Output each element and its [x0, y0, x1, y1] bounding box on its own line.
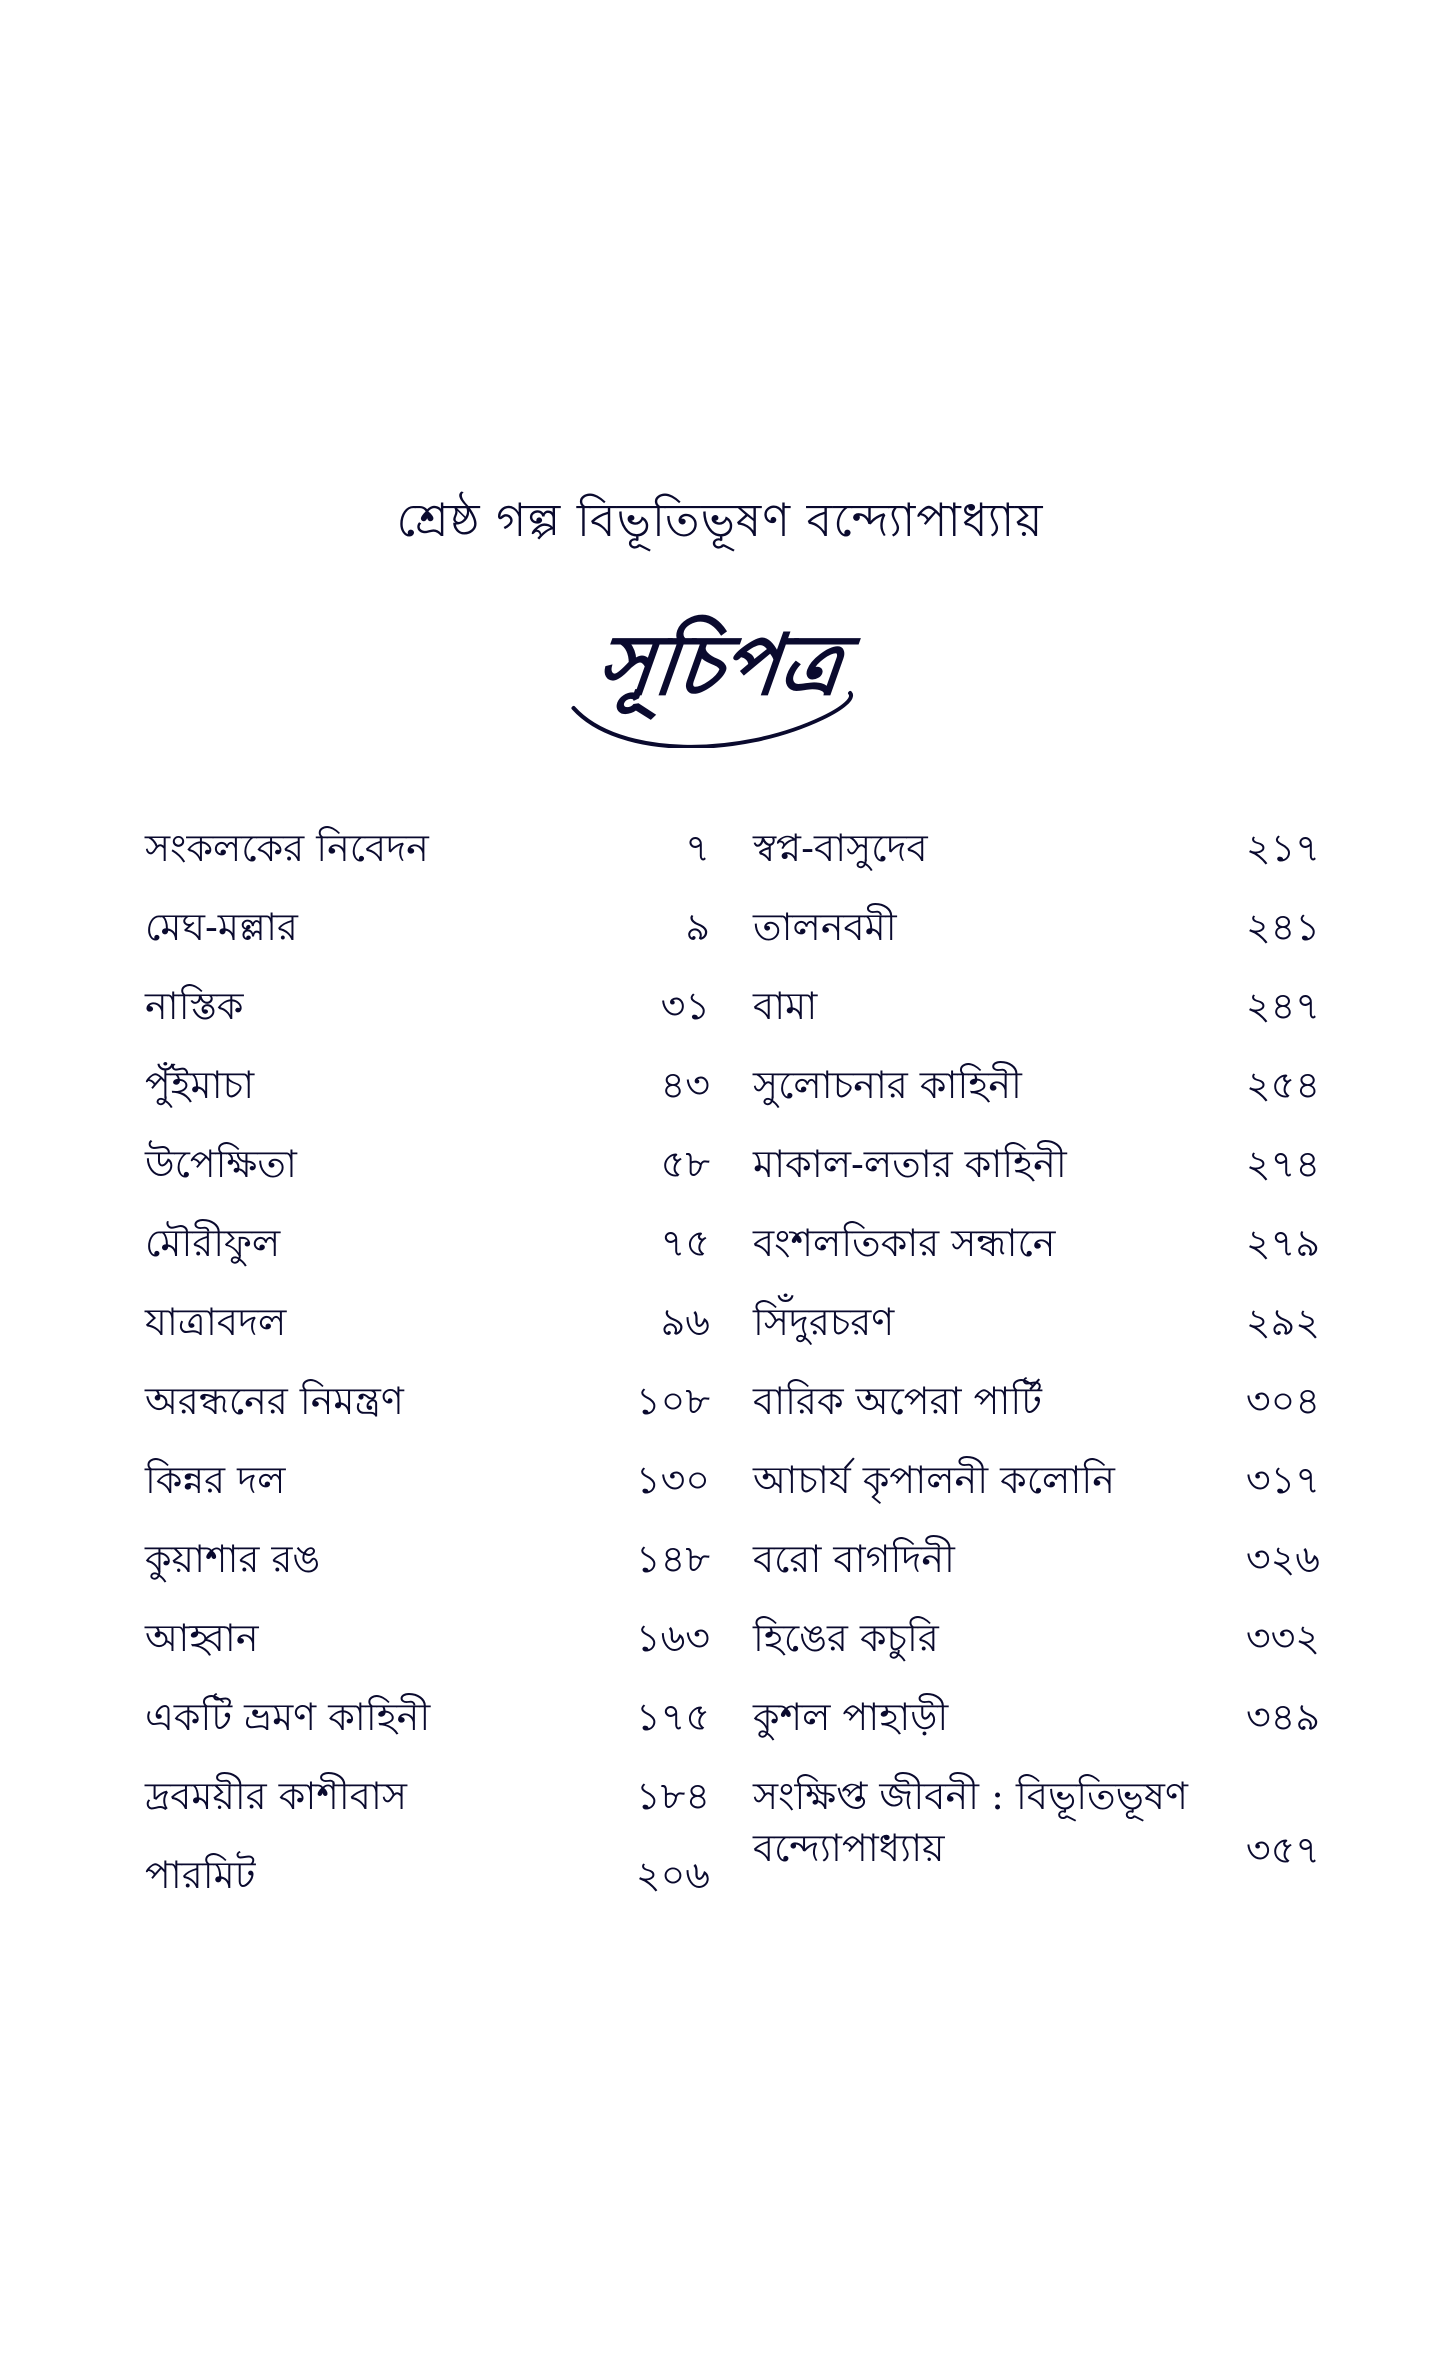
toc-entry-page: ৩০৪	[1245, 1379, 1320, 1423]
toc-entry[interactable]	[145, 822, 710, 901]
toc-entry[interactable]	[145, 980, 710, 1059]
toc-entry-page: ২৪১	[1245, 905, 1320, 949]
toc-entry-page: ৭	[685, 826, 710, 870]
toc-entry-title: আহ্বান	[145, 1616, 259, 1660]
toc-entry-page: ৯৬	[660, 1300, 710, 1344]
toc-entry-page: ১৮৪	[636, 1774, 710, 1818]
toc-entry-title: নাস্তিক	[145, 984, 244, 1028]
toc-entry-title: সংক্ষিপ্ত জীবনী : বিভূতিভূষণ বন্দ্যোপাধ্যায়	[753, 1774, 1188, 1870]
toc-entry[interactable]	[753, 1612, 1320, 1691]
toc-entry[interactable]	[145, 1296, 710, 1375]
toc-entry-page: ২০৬	[635, 1853, 710, 1897]
table-of-contents	[145, 822, 1320, 1902]
toc-entry-page: ৫৮	[660, 1142, 710, 1186]
toc-entry-page: ৩৩২	[1245, 1616, 1320, 1660]
toc-entry-page: ২৫৪	[1245, 1063, 1320, 1107]
toc-entry[interactable]	[753, 1059, 1320, 1138]
toc-entry-page: ২৭৯	[1245, 1221, 1320, 1265]
toc-entry-title: আচার্য কৃপালনী কলোনি	[753, 1458, 1115, 1502]
toc-entry[interactable]	[753, 822, 1320, 901]
toc-entry-page: ৩৫৭	[1245, 1828, 1320, 1872]
toc-entry-title: উপেক্ষিতা	[145, 1142, 297, 1186]
toc-entry[interactable]	[753, 1138, 1320, 1217]
toc-entry-title: হিঙের কচুরি	[753, 1616, 939, 1660]
toc-entry-page: ৭৫	[660, 1221, 710, 1265]
toc-entry-title: যাত্রাবদল	[145, 1300, 287, 1344]
toc-entry[interactable]	[753, 1454, 1320, 1533]
toc-entry-title: সংকলকের নিবেদন	[145, 826, 429, 870]
toc-entry[interactable]	[145, 1849, 710, 1928]
toc-entry-title: কুশল পাহাড়ী	[753, 1695, 949, 1739]
contents-heading-text: সূচিপত্র	[593, 615, 848, 714]
toc-entry-title: মাকাল-লতার কাহিনী	[753, 1142, 1067, 1186]
toc-entry-title: বামা	[753, 984, 818, 1028]
toc-entry-title: পুঁইমাচা	[145, 1063, 255, 1107]
toc-entry[interactable]	[145, 901, 710, 980]
toc-entry-title: তালনবমী	[753, 905, 897, 949]
toc-entry-page: ৩১	[660, 984, 710, 1028]
toc-entry-page: ৪৩	[660, 1063, 710, 1107]
toc-entry[interactable]	[145, 1612, 710, 1691]
toc-entry-title: বারিক অপেরা পার্টি	[753, 1379, 1042, 1423]
toc-entry-title: অরন্ধনের নিমন্ত্রণ	[145, 1379, 404, 1423]
book-title: শ্রেষ্ঠ গল্প বিভূতিভূষণ বন্দ্যোপাধ্যায়	[396, 493, 1044, 547]
toc-entry-title: কুয়াশার রঙ	[145, 1537, 321, 1581]
toc-entry[interactable]	[753, 1296, 1320, 1375]
toc-entry-title: একটি ভ্রমণ কাহিনী	[145, 1695, 431, 1739]
heading-wrap	[0, 600, 1440, 730]
toc-entry-title: পারমিট	[145, 1853, 256, 1897]
toc-entry-page: ২৭৪	[1245, 1142, 1320, 1186]
toc-entry-title: বংশলতিকার সন্ধানে	[753, 1221, 1056, 1265]
toc-entry[interactable]	[145, 1533, 710, 1612]
toc-entry[interactable]	[145, 1059, 710, 1138]
toc-entry[interactable]	[145, 1217, 710, 1296]
toc-entry-page: ২৯২	[1245, 1300, 1320, 1344]
toc-left-column	[145, 822, 710, 1928]
toc-entry-page: ৯	[685, 905, 710, 949]
toc-entry[interactable]	[753, 1217, 1320, 1296]
toc-entry[interactable]	[753, 1770, 1320, 1890]
toc-entry[interactable]	[753, 901, 1320, 980]
toc-entry-title: কিন্নর দল	[145, 1458, 286, 1502]
toc-entry-page: ১৬৩	[635, 1616, 710, 1660]
toc-entry-page: ১০৮	[635, 1379, 710, 1423]
contents-heading	[591, 600, 848, 730]
toc-entry[interactable]	[753, 1533, 1320, 1612]
toc-right-column	[753, 822, 1320, 1890]
toc-entry-title: স্বপ্ন-বাসুদেব	[753, 826, 928, 870]
toc-entry-page: ১৩০	[635, 1458, 710, 1502]
toc-entry[interactable]	[753, 1691, 1320, 1770]
toc-entry-title: মৌরীফুল	[145, 1221, 281, 1265]
toc-entry-title: মেঘ-মল্লার	[145, 905, 298, 949]
toc-entry-title: সুলোচনার কাহিনী	[753, 1063, 1022, 1107]
toc-entry[interactable]	[753, 1375, 1320, 1454]
toc-entry[interactable]	[753, 980, 1320, 1059]
toc-entry-page: ৩২৬	[1245, 1537, 1320, 1581]
toc-entry-title: বরো বাগদিনী	[753, 1537, 955, 1581]
heading-flourish	[559, 688, 865, 748]
toc-entry-page: ২৪৭	[1245, 984, 1320, 1028]
toc-entry[interactable]	[145, 1454, 710, 1533]
toc-entry-page: ৩৪৯	[1245, 1695, 1320, 1739]
toc-entry[interactable]	[145, 1770, 710, 1849]
toc-entry-page: ২১৭	[1245, 826, 1320, 870]
toc-entry-page: ১৭৫	[635, 1695, 710, 1739]
toc-entry-page: ৩১৭	[1245, 1458, 1320, 1502]
toc-entry[interactable]	[145, 1138, 710, 1217]
toc-entry[interactable]	[145, 1375, 710, 1454]
toc-entry-title: দ্রবময়ীর কাশীবাস	[145, 1774, 407, 1818]
toc-entry[interactable]	[145, 1691, 710, 1770]
toc-entry-page: ১৪৮	[636, 1537, 710, 1581]
toc-entry-title: সিঁদুরচরণ	[753, 1300, 895, 1344]
